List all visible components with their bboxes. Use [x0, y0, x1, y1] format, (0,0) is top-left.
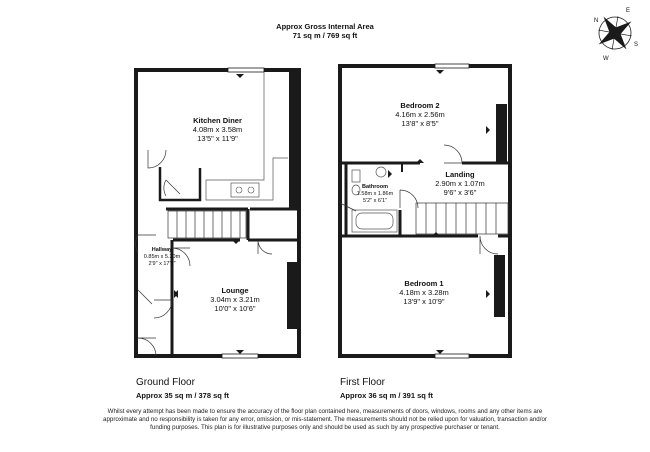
hallway-imperial: 2'9" x 17'5" — [148, 261, 176, 267]
ground-floor-plan — [134, 68, 300, 358]
gross-area-title: Approx Gross Internal Area — [276, 22, 374, 31]
gross-area-value: 71 sq m / 769 sq ft — [292, 31, 358, 40]
hallway-label — [136, 247, 188, 268]
disclaimer-text: Whilst every attempt has been made to ensure the accuracy of the floor plan contained here, measurements of doors, windows, rooms and any other items are approximate and no responsibility is taken for any error, omission, or mis-statement. The measurements should not be relied upon for valuation, transaction and/or funding purposes. This plan is for illustrative purposes only and should be used as such by any prospective purchaser or tenant. — [103, 408, 547, 431]
compass-s-label: S — [634, 42, 639, 48]
hallway-metric: 0.85m x 5.30m — [143, 254, 181, 260]
compass-icon — [587, 5, 643, 61]
bathroom-metric: 1.58m x 1.86m — [356, 191, 394, 197]
lounge-label — [195, 286, 275, 313]
kitchen-diner-metric: 4.08m x 3.58m — [192, 125, 243, 134]
lounge-chimney-breast — [287, 262, 297, 329]
bathroom-label — [348, 184, 402, 205]
lounge-name: Lounge — [221, 286, 249, 295]
bedroom1-chimney-breast — [494, 255, 505, 317]
ground-floor-label: Ground Floor — [136, 377, 195, 388]
kitchen-sink — [231, 183, 259, 197]
gross-area-header — [225, 22, 425, 40]
ground-stairs — [168, 211, 246, 238]
kitchen-diner-label — [170, 116, 265, 143]
bathroom-name: Bathroom — [362, 184, 388, 190]
compass-e-label: E — [626, 8, 631, 14]
bedroom2-window — [435, 64, 469, 68]
bedroom-1-label — [384, 279, 464, 306]
first-floor-label: First Floor — [340, 377, 385, 388]
bedroom-2-name: Bedroom 2 — [400, 101, 440, 110]
compass-w-label: W — [603, 56, 609, 62]
landing-imperial: 9'6" x 3'6" — [443, 188, 477, 197]
bedroom-2-metric: 4.16m x 2.56m — [395, 110, 445, 119]
bedroom-2-imperial: 13'8" x 8'5" — [401, 119, 439, 128]
landing-metric: 2.90m x 1.07m — [435, 179, 485, 188]
ground-floor-outer-wall — [136, 70, 299, 356]
kitchen-chimney-breast — [289, 72, 298, 208]
ground-floor-area: Approx 35 sq m / 378 sq ft — [136, 391, 229, 400]
bedroom2-chimney-breast — [496, 104, 507, 162]
bedroom1-window — [435, 354, 469, 358]
bedroom-1-name: Bedroom 1 — [404, 279, 444, 288]
bedroom-2-label — [380, 101, 460, 128]
kitchen-diner-name: Kitchen Diner — [193, 116, 242, 125]
compass-n-label: N — [594, 18, 599, 24]
landing-name: Landing — [445, 170, 475, 179]
cupboard-wall — [160, 167, 200, 200]
kitchen-diner-imperial: 13'5" x 11'9" — [197, 134, 238, 143]
bathroom-imperial: 5'2" x 6'1" — [362, 198, 388, 204]
first-stairs — [416, 203, 508, 234]
lounge-window — [222, 354, 258, 358]
first-floor-area: Approx 36 sq m / 391 sq ft — [340, 391, 433, 400]
kitchen-window — [228, 68, 264, 72]
hallway-name: Hallway — [151, 247, 173, 253]
lounge-metric: 3.04m x 3.21m — [210, 295, 260, 304]
bedroom-1-metric: 4.18m x 3.28m — [399, 288, 449, 297]
bedroom-1-imperial: 13'9" x 10'9" — [403, 297, 445, 306]
landing-label — [420, 170, 500, 197]
lounge-imperial: 10'0" x 10'6" — [214, 304, 256, 313]
